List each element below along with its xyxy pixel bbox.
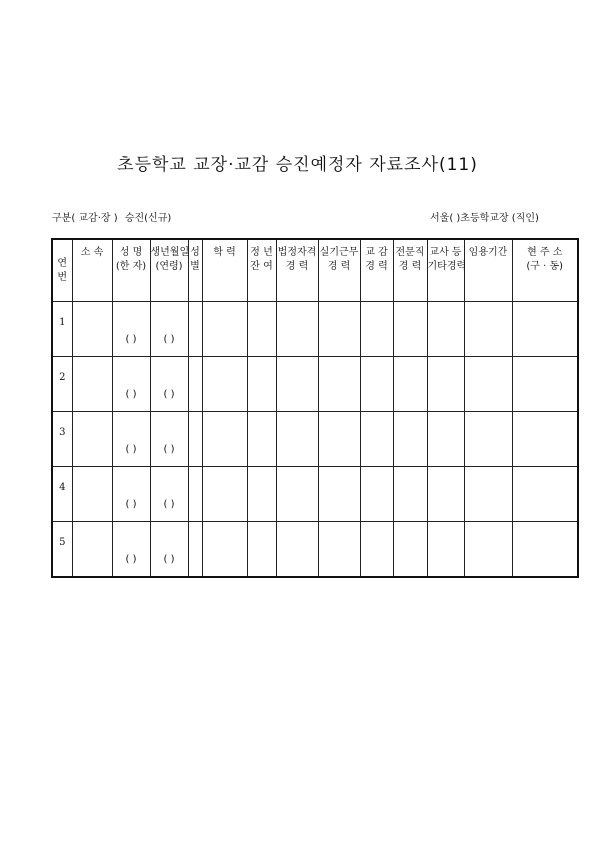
header-address <box>512 239 578 302</box>
teacher-cell[interactable] <box>427 412 464 467</box>
table-row <box>52 357 578 412</box>
header-specialist-line2: 경 력 <box>398 261 422 272</box>
legal-cell[interactable] <box>276 467 318 522</box>
header-legal-line2: 경 력 <box>285 261 309 272</box>
field-cell[interactable] <box>318 522 360 578</box>
header-birth-line2: (연령) <box>155 261 183 272</box>
affiliation-cell[interactable] <box>72 412 112 467</box>
header-specialist-line1: 전문직 <box>395 247 425 258</box>
header-legal-line1: 법정자격 <box>277 247 317 258</box>
table-row <box>52 522 578 578</box>
header-retire-line1: 정 년 <box>250 247 273 258</box>
address-cell[interactable] <box>512 522 578 578</box>
name-hanja-paren: ( ) <box>125 554 137 565</box>
header-retire <box>247 239 276 302</box>
row-number: 3 <box>52 412 72 467</box>
header-no: 연번 <box>52 239 72 302</box>
teacher-cell[interactable] <box>427 522 464 578</box>
header-address-line2: (구 · 동) <box>526 261 564 272</box>
period-cell[interactable] <box>464 357 512 412</box>
name-hanja-paren: ( ) <box>125 499 137 510</box>
header-period: 임용기간 <box>464 239 512 302</box>
address-cell[interactable] <box>512 357 578 412</box>
specialist-cell[interactable] <box>393 302 427 357</box>
header-birth-line1: 생년월일 <box>150 247 190 258</box>
header-vice-line1: 교 감 <box>365 247 388 258</box>
teacher-cell[interactable] <box>427 302 464 357</box>
birth-cell[interactable] <box>150 522 188 578</box>
survey-table <box>51 238 579 578</box>
vice-cell[interactable] <box>360 522 393 578</box>
header-row <box>52 239 578 302</box>
header-specialist <box>393 239 427 302</box>
name-hanja-paren: ( ) <box>125 444 137 455</box>
promotion-label: 승진(신규) <box>124 213 172 224</box>
specialist-cell[interactable] <box>393 357 427 412</box>
affiliation-cell[interactable] <box>72 467 112 522</box>
field-cell[interactable] <box>318 357 360 412</box>
education-cell[interactable] <box>202 467 247 522</box>
page-title: 초등학교 교장·교감 승진예정자 자료조사(11) <box>117 155 478 175</box>
specialist-cell[interactable] <box>393 412 427 467</box>
age-paren: ( ) <box>163 334 175 345</box>
legal-cell[interactable] <box>276 357 318 412</box>
vice-cell[interactable] <box>360 357 393 412</box>
header-name-line2: (한 자) <box>115 261 147 272</box>
specialist-cell[interactable] <box>393 467 427 522</box>
age-paren: ( ) <box>163 499 175 510</box>
name-hanja-paren: ( ) <box>125 389 137 400</box>
legal-cell[interactable] <box>276 302 318 357</box>
name-cell[interactable] <box>112 357 150 412</box>
header-sex <box>188 239 202 302</box>
retire-cell[interactable] <box>247 412 276 467</box>
row-number: 2 <box>52 357 72 412</box>
vice-cell[interactable] <box>360 302 393 357</box>
retire-cell[interactable] <box>247 522 276 578</box>
education-cell[interactable] <box>202 357 247 412</box>
sex-cell[interactable] <box>188 467 202 522</box>
header-vice <box>360 239 393 302</box>
form-meta-left <box>52 209 175 224</box>
header-name-line1: 성 명 <box>119 247 143 258</box>
vice-cell[interactable] <box>360 467 393 522</box>
affiliation-cell[interactable] <box>72 522 112 578</box>
header-education: 학 력 <box>202 239 247 302</box>
period-cell[interactable] <box>464 412 512 467</box>
field-cell[interactable] <box>318 412 360 467</box>
education-cell[interactable] <box>202 302 247 357</box>
specialist-cell[interactable] <box>393 522 427 578</box>
period-cell[interactable] <box>464 522 512 578</box>
header-teacher-line1: 교사 등 <box>429 247 462 258</box>
sex-cell[interactable] <box>188 522 202 578</box>
age-paren: ( ) <box>163 554 175 565</box>
education-cell[interactable] <box>202 522 247 578</box>
birth-cell[interactable] <box>150 467 188 522</box>
age-paren: ( ) <box>163 389 175 400</box>
school-label: 서울( )초등학교장 (직인) <box>430 213 539 224</box>
header-vice-line2: 경 력 <box>365 261 388 272</box>
row-number: 4 <box>52 467 72 522</box>
row-number: 5 <box>52 522 72 578</box>
birth-cell[interactable] <box>150 412 188 467</box>
address-cell[interactable] <box>512 467 578 522</box>
education-cell[interactable] <box>202 412 247 467</box>
sex-cell[interactable] <box>188 412 202 467</box>
retire-cell[interactable] <box>247 302 276 357</box>
table-row <box>52 302 578 357</box>
legal-cell[interactable] <box>276 412 318 467</box>
field-cell[interactable] <box>318 302 360 357</box>
name-cell[interactable] <box>112 522 150 578</box>
birth-cell[interactable] <box>150 357 188 412</box>
header-legal <box>276 239 318 302</box>
name-cell[interactable] <box>112 412 150 467</box>
legal-cell[interactable] <box>276 522 318 578</box>
name-cell[interactable] <box>112 302 150 357</box>
header-field <box>318 239 360 302</box>
age-paren: ( ) <box>163 444 175 455</box>
field-cell[interactable] <box>318 467 360 522</box>
retire-cell[interactable] <box>247 467 276 522</box>
header-field-line1: 실기근무 <box>319 247 359 258</box>
period-cell[interactable] <box>464 467 512 522</box>
period-cell[interactable] <box>464 302 512 357</box>
retire-cell[interactable] <box>247 357 276 412</box>
affiliation-cell[interactable] <box>72 357 112 412</box>
header-sex-line2: 별 <box>190 261 200 272</box>
birth-cell[interactable] <box>150 302 188 357</box>
header-teacher <box>427 239 467 302</box>
row-number: 1 <box>52 302 72 357</box>
sex-cell[interactable] <box>188 302 202 357</box>
affiliation-cell[interactable] <box>72 302 112 357</box>
header-retire-line2: 잔 여 <box>250 261 273 272</box>
table-row <box>52 412 578 467</box>
sex-cell[interactable] <box>188 357 202 412</box>
header-address-line1: 현 주 소 <box>527 247 563 258</box>
address-cell[interactable] <box>512 302 578 357</box>
name-hanja-paren: ( ) <box>125 334 137 345</box>
header-name <box>112 239 150 302</box>
header-sex-line1: 성 <box>190 247 200 258</box>
category-label: 구분( 교감·장 ) <box>52 213 118 224</box>
vice-cell[interactable] <box>360 412 393 467</box>
header-birth <box>150 239 188 302</box>
header-affiliation: 소 속 <box>72 239 112 302</box>
teacher-cell[interactable] <box>427 467 464 522</box>
header-field-line2: 경 력 <box>327 261 351 272</box>
table-row <box>52 467 578 522</box>
teacher-cell[interactable] <box>427 357 464 412</box>
name-cell[interactable] <box>112 467 150 522</box>
header-teacher-line2: 기타경력 <box>427 261 467 272</box>
address-cell[interactable] <box>512 412 578 467</box>
